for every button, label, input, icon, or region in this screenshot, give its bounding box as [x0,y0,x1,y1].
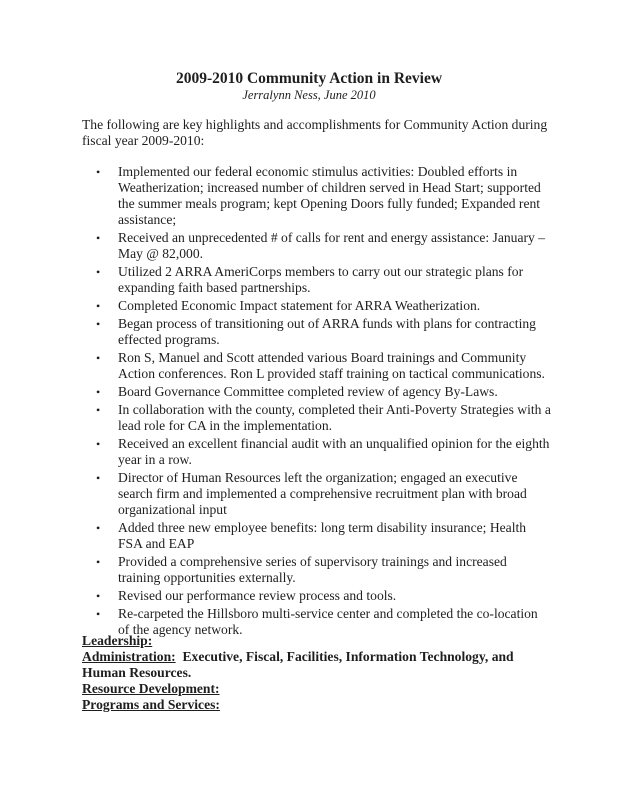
list-item [92,436,552,468]
page-subtitle: Jerralynn Ness, June 2010 [242,88,376,102]
list-item [92,554,552,586]
highlights-list [92,164,552,640]
list-item-text: Received an excellent financial audit with an unqualified opinion for the eighth year in a row. [118,436,550,467]
page-title: 2009-2010 Community Action in Review [175,70,443,87]
bullet-icon: • [96,607,101,621]
bullet-icon: • [96,265,101,279]
list-item [92,316,552,348]
bullet-icon: • [96,351,101,365]
list-item-text: Added three new employee benefits: long term disability insurance; Health FSA and EAP [118,520,527,551]
list-item-text: Provided a comprehensive series of supervisory trainings and increased training opportunities externally. [118,554,507,585]
list-item [92,350,552,382]
list-item-text: Began process of transitioning out of ARRA funds with plans for contracting effected programs. [118,316,536,347]
list-item-text: In collaboration with the county, completed their Anti-Poverty Strategies with a lead role for CA in the implementation. [118,402,551,433]
bullet-icon: • [96,437,101,451]
bullet-icon: • [96,521,101,535]
bullet-icon: • [96,471,101,485]
bullet-icon: • [96,403,101,417]
list-item [92,298,552,314]
leadership-heading: Leadership: [82,633,153,648]
list-item-text: Utilized 2 ARRA AmeriCorps members to carry out our strategic plans for expanding faith based partnerships. [118,264,524,295]
list-item [92,402,552,434]
programs-services-heading: Programs and Services: [82,697,220,712]
list-item-text: Implemented our federal economic stimulus activities: Doubled efforts in Weatherization; increased number of children served in Head Start; supported the summer meals program; kept Opening Doors fully funded; Expanded rent assistance; [118,164,541,227]
intro-paragraph: The following are key highlights and accomplishments for Community Action during fiscal year 2009-2010: [82,117,548,148]
bullet-icon: • [96,299,101,313]
list-item [92,470,552,518]
bullet-icon: • [96,385,101,399]
resource-development-heading: Resource Development: [82,681,220,696]
list-item-text: Completed Economic Impact statement for ARRA Weatherization. [118,298,481,313]
list-item [92,384,552,400]
bullet-icon: • [96,589,101,603]
list-item-text: Re-carpeted the Hillsboro multi-service center and completed the co-location of the agency network. [118,606,538,637]
bullet-icon: • [96,555,101,569]
administration-text: Executive, Fiscal, Facilities, Information Technology, and Human Resources. [82,649,514,680]
administration-label: Administration: [82,649,176,664]
list-item [92,588,552,604]
bullet-icon: • [96,231,101,245]
administration-heading [82,649,542,681]
bullet-icon: • [96,317,101,331]
list-item-text: Board Governance Committee completed review of agency By-Laws. [118,384,498,399]
section-headings [82,633,542,713]
bullet-icon: • [96,165,101,179]
list-item-text: Director of Human Resources left the organization; engaged an executive search firm and implemented a comprehensive recruitment plan with broad organizational input [118,470,527,517]
list-item-text: Received an unprecedented # of calls for rent and energy assistance: January – May @ 82,000. [118,230,546,261]
list-item [92,520,552,552]
list-item [92,230,552,262]
list-item [92,264,552,296]
list-item-text: Ron S, Manuel and Scott attended various Board trainings and Community Action conferences. Ron L provided staff training on tactical communications. [118,350,545,381]
list-item [92,164,552,228]
list-item-text: Revised our performance review process and tools. [118,588,397,603]
